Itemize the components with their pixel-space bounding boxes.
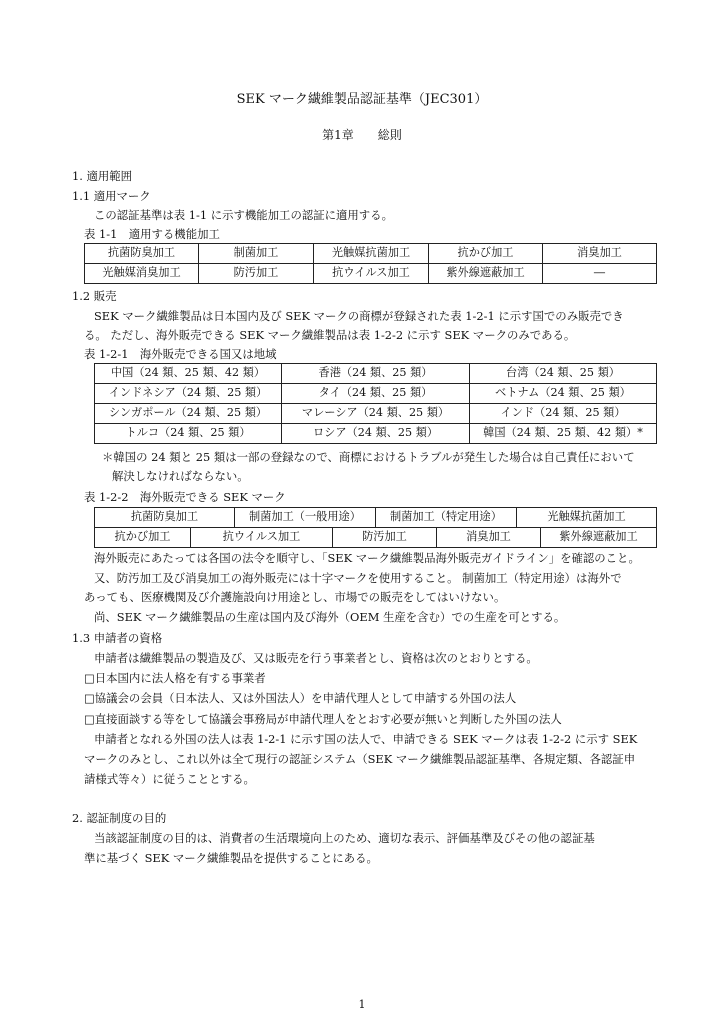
- table-cell: 中国（24 類、25 類、42 類）: [95, 364, 282, 384]
- section-1-1-text: この認証基準は表 1-1 に示す機能加工の認証に適用する。: [94, 208, 393, 222]
- table-cell: 香港（24 類、25 類）: [282, 364, 470, 384]
- table-cell: 抗かび加工: [429, 244, 543, 264]
- section-1-2-text-line1: SEK マーク繊維製品は日本国内及び SEK マークの商標が登録された表 1-2-1 に示す国でのみ販売でき: [94, 309, 624, 323]
- table-1-1: [84, 243, 657, 284]
- foreign-applicant-text-line1: 申請者となれる外国の法人は表 1-2-1 に示す国の法人で、申請できる SEK マークは表 1-2-2 に示す SEK: [94, 732, 638, 746]
- table-cell: 制菌加工: [199, 244, 314, 264]
- production-text: 尚、SEK マーク繊維製品の生産は国内及び海外（OEM 生産を含む）での生産を可とする。: [94, 610, 566, 624]
- table-cell: タイ（24 類、25 類）: [282, 384, 470, 404]
- page-number: 1: [358, 998, 366, 1011]
- list-item: □協議会の会員（日本法人、又は外国法人）を申請代理人として申請する外国の法人: [84, 691, 517, 705]
- korea-note-line2: 解決しなければならない。: [112, 469, 249, 483]
- table-cell: 台湾（24 類、25 類）: [470, 364, 657, 384]
- section-1-2-text-line2: る。 ただし、海外販売できる SEK マーク繊維製品は表 1-2-2 に示す SEK マークのみである。: [84, 328, 576, 342]
- table-cell: 制菌加工（特定用途）: [376, 508, 517, 528]
- table-cell: 防汚加工: [199, 264, 314, 284]
- table-cell: 防汚加工: [333, 528, 437, 548]
- table-cell: 抗ウイルス加工: [191, 528, 333, 548]
- table-row: [95, 424, 657, 444]
- table-cell: 光触媒抗菌加工: [517, 508, 657, 528]
- table-cell: 光触媒抗菌加工: [314, 244, 429, 264]
- table-cell: トルコ（24 類、25 類）: [95, 424, 282, 444]
- list-item: □日本国内に法人格を有する事業者: [84, 671, 266, 685]
- table-cell: インド（24 類、25 類）: [470, 404, 657, 424]
- table-cell: 抗菌防臭加工: [85, 244, 199, 264]
- cross-mark-text-line1: 又、防汚加工及び消臭加工の海外販売には十字マークを使用すること。 制菌加工（特定用途）は海外で: [94, 571, 622, 585]
- table-1-2-2-row2: [94, 527, 657, 548]
- chapter-heading: 第1章 総則: [322, 128, 402, 142]
- table-row: [95, 364, 657, 384]
- table-cell: 紫外線遮蔽加工: [541, 528, 657, 548]
- foreign-applicant-text-line2: マークのみとし、これ以外は全て現行の認証システム（SEK マーク繊維製品認証基準、各規定類、各認証申: [84, 752, 636, 766]
- table-row: [85, 264, 657, 284]
- table-row: [85, 244, 657, 264]
- document-title: SEK マーク繊維製品認証基準（JEC301）: [236, 92, 488, 107]
- section-1-3-heading: 1.3 申請者の資格: [72, 631, 163, 645]
- table-1-1-caption: 表 1-1 適用する機能加工: [84, 227, 220, 241]
- section-2-heading: 2. 認証制度の目的: [72, 811, 167, 825]
- table-cell: インドネシア（24 類、25 類）: [95, 384, 282, 404]
- korea-note-line1: ＊韓国の 24 類と 25 類は一部の登録なので、商標におけるトラブルが発生した場合は自己責任において: [102, 450, 635, 464]
- section-1-1-heading: 1.1 適用マーク: [72, 189, 151, 203]
- table-row: [95, 508, 657, 528]
- table-1-2-1-caption: 表 1-2-1 海外販売できる国又は地域: [84, 347, 277, 361]
- table-1-2-1: [94, 363, 657, 444]
- overseas-sales-text: 海外販売にあたっては各国の法令を順守し、「SEK マーク繊維製品海外販売ガイドライン」を確認のこと。: [94, 551, 640, 565]
- table-row: [95, 404, 657, 424]
- table-1-2-2-row1: [94, 507, 657, 528]
- section-1-2-heading: 1.2 販売: [72, 289, 117, 303]
- foreign-applicant-text-line3: 請様式等々）に従うこととする。: [84, 772, 255, 786]
- table-cell: 韓国（24 類、25 類、42 類）*: [470, 424, 657, 444]
- table-cell: 消臭加工: [437, 528, 541, 548]
- section-1-heading: 1. 適用範囲: [72, 169, 133, 183]
- table-cell: シンガポール（24 類、25 類）: [95, 404, 282, 424]
- table-cell: 紫外線遮蔽加工: [429, 264, 543, 284]
- list-item: □直接面談する等をして協議会事務局が申請代理人をとおす必要が無いと判断した外国の法人: [84, 712, 562, 726]
- table-cell: 消臭加工: [543, 244, 657, 264]
- cross-mark-text-line2: あっても、医療機関及び介護施設向け用途とし、市場での販売をしてはいけない。: [84, 590, 506, 604]
- section-2-text-line1: 当該認証制度の目的は、消費者の生活環境向上のため、適切な表示、評価基準及びその他の認証基: [94, 831, 595, 845]
- table-1-2-2-caption: 表 1-2-2 海外販売できる SEK マーク: [84, 490, 286, 504]
- section-1-3-text: 申請者は繊維製品の製造及び、又は販売を行う事業者とし、資格は次のとおりとする。: [94, 651, 538, 665]
- table-row: [95, 528, 657, 548]
- table-row: [95, 384, 657, 404]
- table-cell: 抗ウイルス加工: [314, 264, 429, 284]
- table-cell: マレーシア（24 類、25 類）: [282, 404, 470, 424]
- table-cell: ―: [543, 264, 657, 284]
- table-cell: ロシア（24 類、25 類）: [282, 424, 470, 444]
- table-cell: 光触媒消臭加工: [85, 264, 199, 284]
- table-cell: ベトナム（24 類、25 類）: [470, 384, 657, 404]
- table-cell: 抗菌防臭加工: [95, 508, 235, 528]
- table-cell: 抗かび加工: [95, 528, 191, 548]
- section-2-text-line2: 準に基づく SEK マーク繊維製品を提供することにある。: [84, 851, 378, 865]
- table-cell: 制菌加工（一般用途）: [235, 508, 376, 528]
